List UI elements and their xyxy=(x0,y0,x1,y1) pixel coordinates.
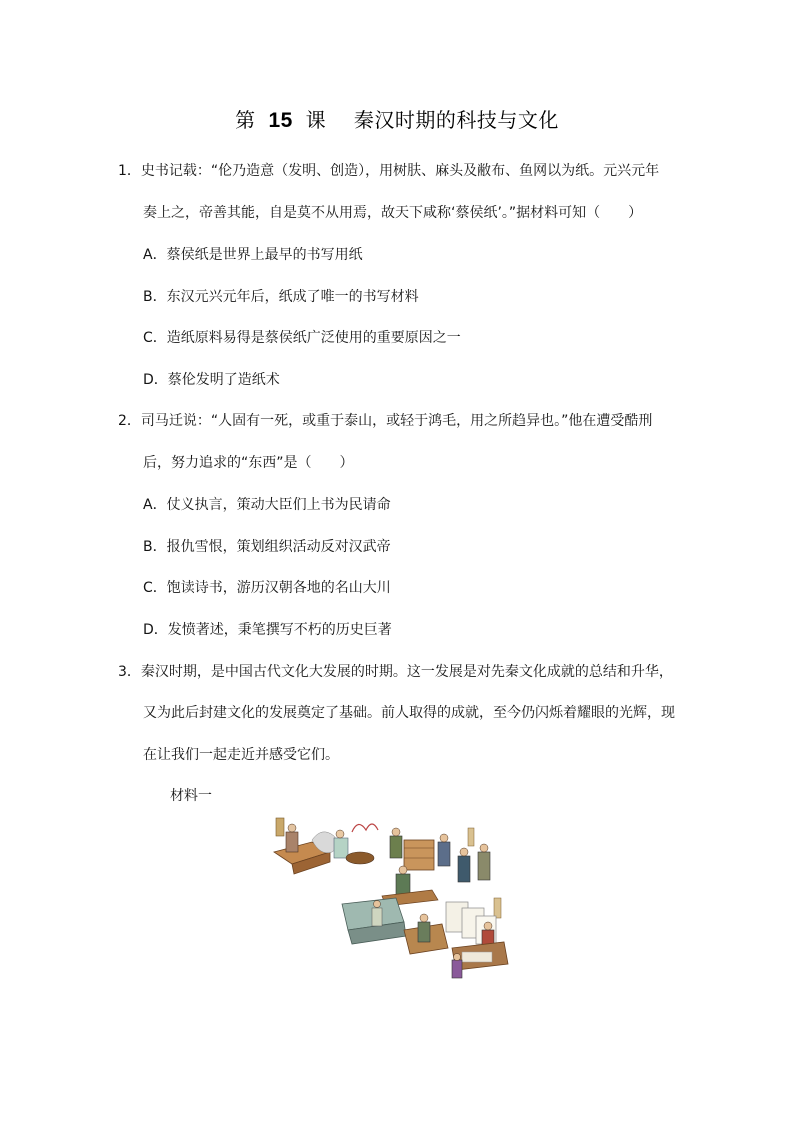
question-2-option-c[interactable]: C．饱读诗书，游历汉朝各地的名山大川 xyxy=(143,580,391,596)
question-3-line-2: 又为此后封建文化的发展奠定了基础。前人取得的成就，至今仍闪烁着耀眼的光辉，现 xyxy=(143,705,675,721)
page-title xyxy=(0,104,794,133)
material-label: 材料一 xyxy=(170,788,212,804)
stage-drying xyxy=(404,902,508,978)
lesson-name: 秦汉时期的科技与文化 xyxy=(353,108,559,132)
question-3-line-1: 3．秦汉时期，是中国古代文化大发展的时期。这一发展是对先秦文化成就的总结和升华， xyxy=(118,664,673,680)
stage-soaking xyxy=(274,818,378,874)
title-unit: 课 xyxy=(305,108,327,132)
question-2-option-a[interactable]: A．仗义执言，策动大臣们上书为民请命 xyxy=(143,497,391,513)
papermaking-illustration xyxy=(272,812,522,980)
question-2-line-2: 后，努力追求的“东西”是（ ） xyxy=(143,455,354,471)
question-1-option-d[interactable]: D．蔡伦发明了造纸术 xyxy=(143,372,280,388)
question-2-option-b[interactable]: B．报仇雪恨，策划组织活动反对汉武帝 xyxy=(143,539,391,555)
lesson-number: 15 xyxy=(268,109,293,132)
question-1-option-a[interactable]: A．蔡侯纸是世界上最早的书写用纸 xyxy=(143,247,363,263)
title-prefix: 第 xyxy=(235,108,256,132)
question-1-option-c[interactable]: C．造纸原料易得是蔡侯纸广泛使用的重要原因之一 xyxy=(143,330,461,346)
question-3-line-3: 在让我们一起走近并感受它们。 xyxy=(143,747,339,763)
question-1-line-1: 1．史书记载：“伦乃造意（发明、创造），用树肤、麻头及敝布、鱼网以为纸。元兴元年 xyxy=(118,163,660,179)
question-2-line-1: 2．司马迁说：“人固有一死，或重于泰山，或轻于鸿毛，用之所趋异也。”他在遭受酷刑 xyxy=(118,413,653,429)
question-1-line-2: 奏上之，帝善其能，自是莫不从用焉，故天下咸称‘蔡侯纸’。”据材料可知（ ） xyxy=(143,205,643,221)
question-1-option-b[interactable]: B．东汉元兴元年后，纸成了唯一的书写材料 xyxy=(143,289,419,305)
question-2-option-d[interactable]: D．发愤著述，秉笔撰写不朽的历史巨著 xyxy=(143,622,392,638)
